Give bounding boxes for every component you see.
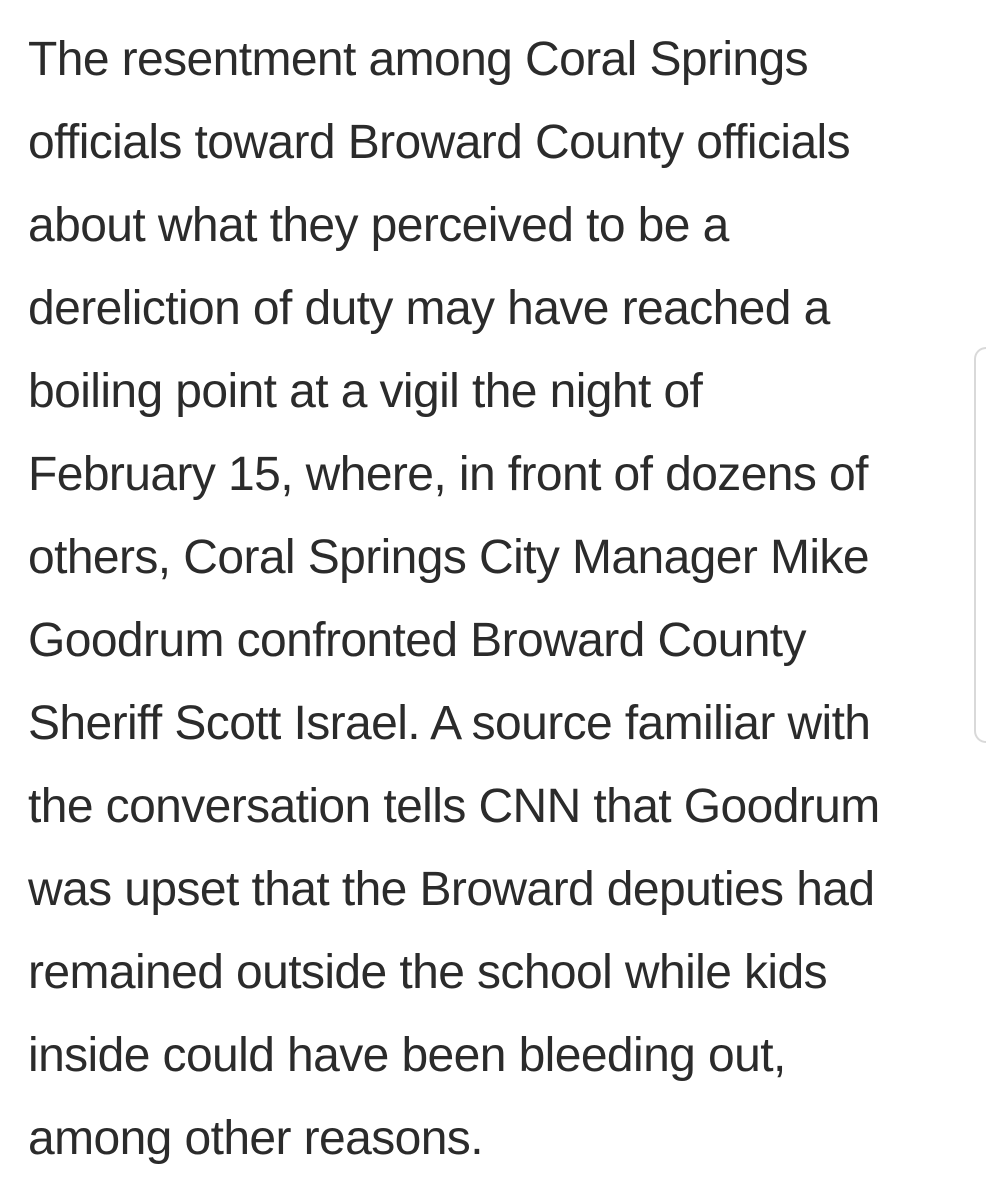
paragraph-line: The resentment among Coral Springs [28,33,808,86]
article-paragraph [28,18,958,1180]
paragraph-line: was upset that the Broward deputies had [28,863,875,916]
paragraph-line: inside could have been bleeding out, [28,1029,786,1082]
paragraph-line: Sheriff Scott Israel. A source familiar with [28,697,871,750]
paragraph-line: the conversation tells CNN that Goodrum [28,780,880,833]
paragraph-line: February 15, where, in front of dozens of [28,448,868,501]
paragraph-line: among other reasons. [28,1112,483,1165]
paragraph-line: Goodrum confronted Broward County [28,614,806,667]
paragraph-line: boiling point at a vigil the night of [28,365,703,418]
paragraph-line: dereliction of duty may have reached a [28,282,830,335]
paragraph-line: remained outside the school while kids [28,946,827,999]
paragraph-line: about what they perceived to be a [28,199,729,252]
paragraph-line: others, Coral Springs City Manager Mike [28,531,869,584]
edge-panel-handle[interactable] [974,347,986,743]
paragraph-line: officials toward Broward County officials [28,116,851,169]
